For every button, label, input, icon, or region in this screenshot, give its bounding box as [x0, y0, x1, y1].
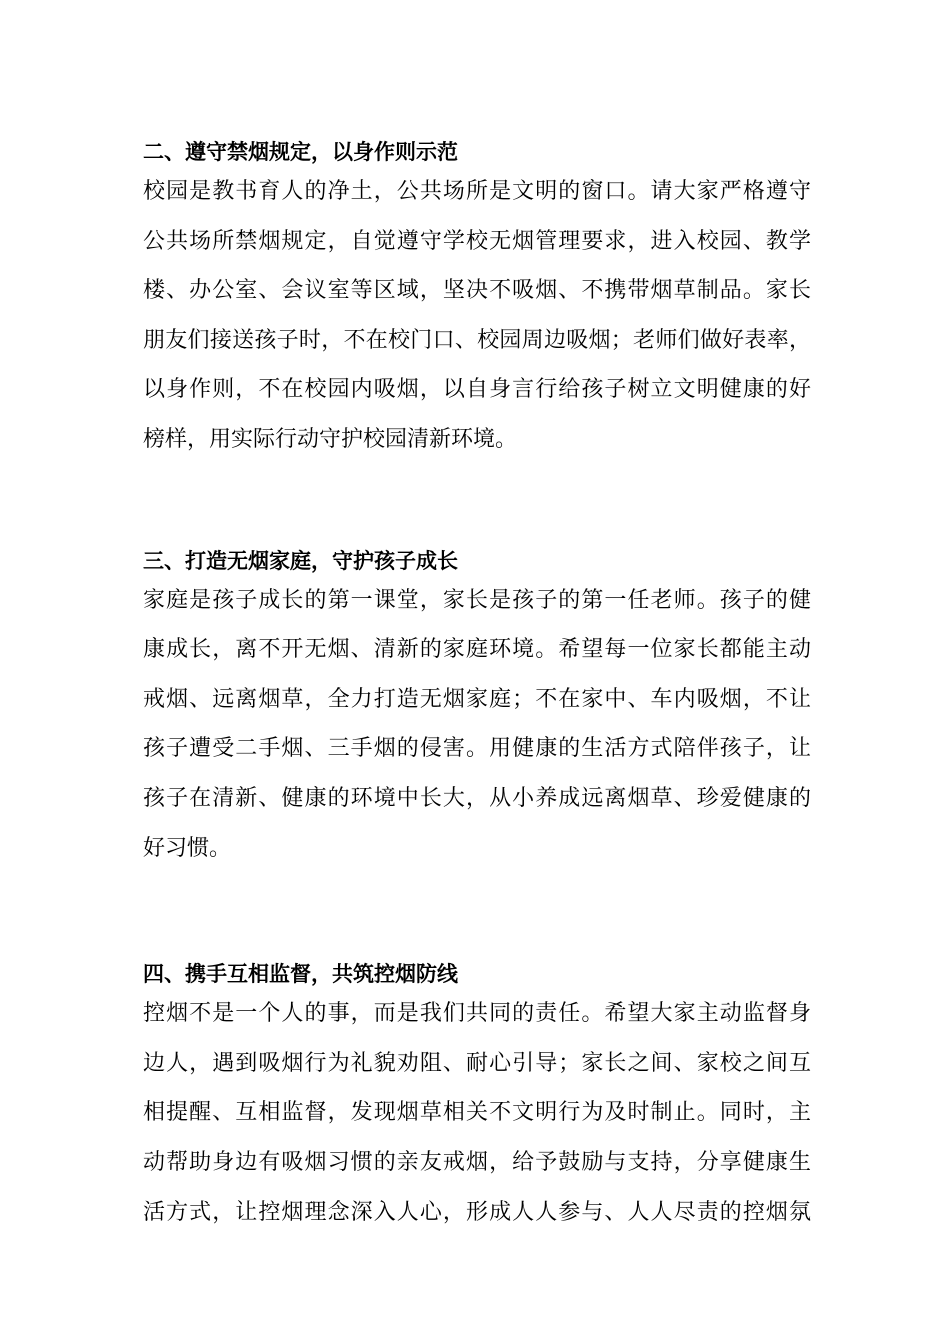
paragraph-line: 戒烟、远离烟草，全力打造无烟家庭；不在家中、车内吸烟，不让	[143, 686, 811, 712]
section-paragraph	[143, 581, 811, 879]
section-paragraph	[143, 994, 811, 1242]
paragraph-line: 康成长，离不开无烟、清新的家庭环境。希望每一位家长都能主动	[143, 637, 811, 663]
paragraph-line: 公共场所禁烟规定，自觉遵守学校无烟管理要求，进入校园、教学	[143, 228, 811, 254]
section-smoke-free-family	[143, 541, 811, 879]
paragraph-line: 以身作则，不在校园内吸烟，以自身言行给孩子树立文明健康的好	[143, 377, 811, 403]
paragraph-line: 动帮助身边有吸烟习惯的亲友戒烟，给予鼓励与支持，分享健康生	[143, 1149, 811, 1175]
paragraph-line: 边人，遇到吸烟行为礼貌劝阻、耐心引导；家长之间、家校之间互	[143, 1050, 811, 1076]
paragraph-line: 家庭是孩子成长的第一课堂，家长是孩子的第一任老师。孩子的健	[143, 587, 811, 613]
section-heading: 四、携手互相监督，共筑控烟防线	[143, 961, 458, 987]
section-mutual-supervision	[143, 954, 811, 1242]
section-heading: 三、打造无烟家庭，守护孩子成长	[143, 547, 458, 573]
paragraph-line: 好习惯。	[143, 835, 232, 861]
paragraph-line: 孩子在清新、健康的环境中长大，从小养成远离烟草、珍爱健康的	[143, 785, 811, 811]
paragraph-line: 相提醒、互相监督，发现烟草相关不文明行为及时制止。同时，主	[143, 1100, 811, 1126]
section-comply-smoking-ban	[143, 132, 811, 470]
section-spacer	[143, 878, 811, 954]
paragraph-line: 朋友们接送孩子时，不在校门口、校园周边吸烟；老师们做好表率，	[143, 327, 811, 353]
paragraph-line: 楼、办公室、会议室等区域，坚决不吸烟、不携带烟草制品。家长	[143, 278, 811, 304]
section-paragraph	[143, 172, 811, 470]
paragraph-line: 榜样，用实际行动守护校园清新环境。	[143, 426, 518, 452]
paragraph-line: 控烟不是一个人的事，而是我们共同的责任。希望大家主动监督身	[143, 1001, 811, 1027]
section-spacer	[143, 470, 811, 541]
paragraph-line: 孩子遭受二手烟、三手烟的侵害。用健康的生活方式陪伴孩子，让	[143, 736, 811, 762]
document-page	[143, 132, 811, 1242]
paragraph-line: 校园是教书育人的净土，公共场所是文明的窗口。请大家严格遵守	[143, 179, 811, 204]
section-heading: 二、遵守禁烟规定，以身作则示范	[143, 139, 458, 164]
paragraph-line: 活方式，让控烟理念深入人心，形成人人参与、人人尽责的控烟氛	[143, 1199, 811, 1225]
